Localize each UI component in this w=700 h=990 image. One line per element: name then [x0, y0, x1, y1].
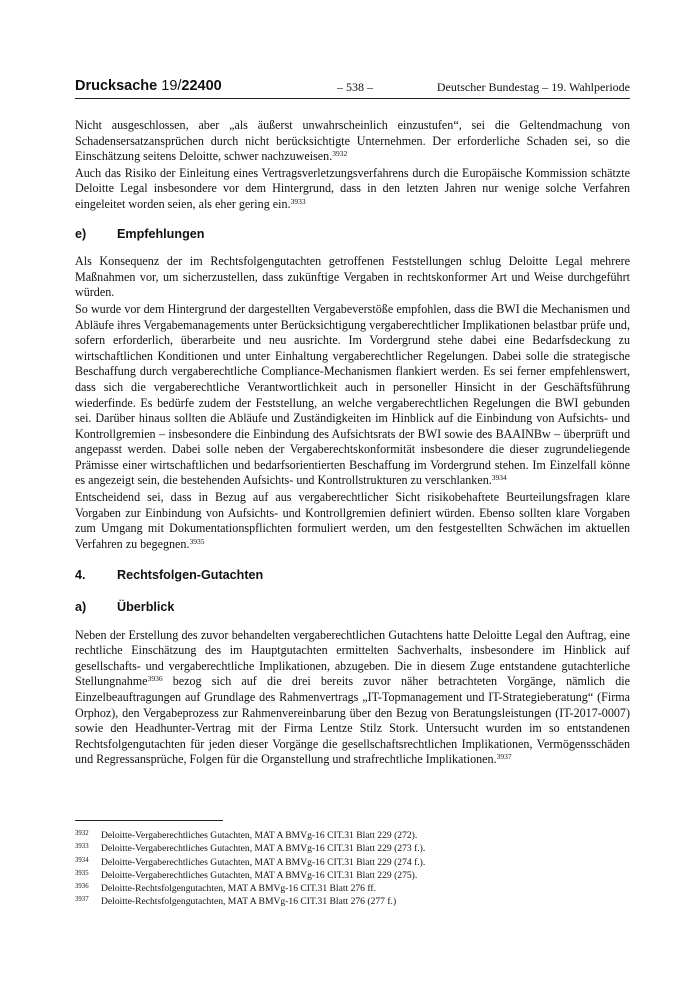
section-heading-e: e) Empfehlungen [75, 226, 205, 241]
footnote: 3932 Deloitte-Vergaberechtliches Gutachten, MAT A BMVg-16 CIT.31 Blatt 229 (272). [75, 830, 418, 841]
paragraph: Entscheidend sei, dass in Bezug auf aus vergaberechtlicher Sicht risikobehaftete Beurteilungsfragen klare Vorgaben zur Einbindung von Aufsichts- und Kontrollgremien definiert würden. Ebenso sollten klare Vorgaben zum Umgang mit Dokumentationspflichten formuliert werden, um den festgestellten Schwächen im aktuellen Verfahren zu begegnen.$^{3935}$ [75, 490, 630, 551]
footnotes [75, 829, 630, 909]
footnote: 3933 Deloitte-Vergaberechtliches Gutachten, MAT A BMVg-16 CIT.31 Blatt 229 (273 f.). [75, 843, 426, 855]
paragraph: Neben der Erstellung des zuvor behandelten vergaberechtlichen Gutachtens hatte Deloitte Legal den Auftrag, eine rechtliche Einschätzung des im Hauptgutachten ermittelten Sachverhalts, insbesondere im Hinblick auf gesellschafts- und vergaberechtliche Implikationen, abzugeben. Die in diesem Zuge entstandene gutachterliche Stellungnahme$^{3936}$ bezog sich auf die drei bereits zuvor näher betrachteten Vorgänge, nämlich die Einzelbeauftragungen auf Grundlage des Rahmenvertrags „IT-Topmanagement und IT-Strategieberatung“ (Firma Orphoz), den Vergabeprozess zur Rahmenvereinbarung über den Bezug von Beratungsleistungen (IT-2017-0007) sowie den Headhunter-Vertrag mit der Firma Lentze Stilz Stork. Untersucht wurden im so entstandenen Rechtsfolgengutachten für jeden dieser Vorgänge die gesellschaftsrechtlichen Implikationen, Vermögensschäden und Regressansprüche, Folgen für die Organstellung und strafrechtliche Implikationen.$^{3937}$ [75, 627, 630, 767]
page-number: – 538 – [337, 80, 373, 94]
section-heading-4: 4. Rechtsfolgen-Gutachten [75, 568, 264, 583]
footnote: 3936 Deloitte-Rechtsfolgengutachten, MAT A BMVg-16 CIT.31 Blatt 276 ff. [75, 883, 376, 895]
footnote-ref[interactable]: 3937 [496, 752, 512, 762]
publisher: Deutscher Bundestag – 19. Wahlperiode [436, 80, 630, 94]
footnote-divider [75, 820, 223, 821]
footnote-ref[interactable]: 3936 [147, 674, 163, 684]
paragraph: Als Konsequenz der im Rechtsfolgengutachten getroffenen Feststellungen schlug Deloitte Legal mehrere Maßnahmen vor, um sicherzustellen, dass zukünftige Vergaben in rechtskonformer Art und Weise durchgeführt würden. [75, 254, 630, 300]
section-heading-a: a) Überblick [75, 600, 175, 615]
page-header [75, 78, 630, 99]
paragraph: Auch das Risiko der Einleitung eines Vertragsverletzungsverfahrens durch die Europäische Kommission schätzte Deloitte Legal insbesondere vor dem Hintergrund, dass in den letzten Jahren nur wenige solche Verfahren eingeleitet worden seien, als eher gering ein.$^{3933}$ [75, 165, 630, 211]
document-number: Drucksache 19/22400 [75, 78, 222, 94]
footnote-ref[interactable]: 3934 [491, 473, 507, 483]
paragraph: Nicht ausgeschlossen, aber „als äußerst unwahrscheinlich einzustufen“, sei die Geltendmachung von Schadensersatzansprüchen durch nicht berücksichtigte Unternehmen. Der erforderliche Schaden sei, so die Einschätzung seitens Deloitte, schwer nachzuweisen.$^{3932}$ [75, 118, 630, 164]
paragraph: So wurde vor dem Hintergrund der dargestellten Vergabeverstöße empfohlen, dass die BWI die Mechanismen und Abläufe ihres Vergabemanagements unter Berücksichtigung vergaberechtlicher Implikationen belastbar prüfe und, sofern erforderlich, überarbeite und neu ausrichte. Im Vordergrund stehe dabei eine Bedarfsdeckung zu wirtschaftlichen Konditionen und unter Einhaltung vergaberechtlicher Regelungen. Dabei solle die strategische Beschaffung durch vergaberechtliche Compliance-Mechanismen flankiert werden. Es sei ferner empfehlenswert, dass sich die vergaberechtliche Verantwortlichkeit auch in personeller Hinsicht in der Geschäftsführung wiederfinde. Es bedürfe zudem der Feststellung, an welche vergaberechtlichen Regelungen die BWI gebunden sei. Darüber hinaus sollten die Abläufe und Zuständigkeiten im Hinblick auf die Einbindung von Aufsichts- und Kontrollgremien – insbesondere die Einbindung des Aufsichtsrats der BWI sowie des BAAINBw – überprüft und angepasst werden. Dabei solle neben der Vergaberechtskonformität insbesondere die dieser zugrundeliegende Prämisse einer wirtschaftlichen und bedarfsorientierten Beschaffung im Vordergrund stehen. Im Einzelfall könne es angezeigt sein, die bestehenden Aufsichts- und Kontrollstrukturen zu verschlanken.$^{3934}$ [75, 301, 630, 488]
footnote-ref[interactable]: 3932 [332, 149, 348, 159]
footnote-ref[interactable]: 3933 [290, 196, 306, 206]
footnote: 3935 Deloitte-Vergaberechtliches Gutachten, MAT A BMVg-16 CIT.31 Blatt 229 (275). [75, 869, 418, 881]
body-text [75, 118, 630, 769]
footnote-ref[interactable]: 3935 [189, 536, 205, 546]
footnote: 3934 Deloitte-Vergaberechtliches Gutachten, MAT A BMVg-16 CIT.31 Blatt 229 (274 f.). [75, 856, 426, 868]
footnote: 3937 Deloitte-Rechtsfolgengutachten, MAT A BMVg-16 CIT.31 Blatt 276 (277 f.) [75, 896, 397, 908]
